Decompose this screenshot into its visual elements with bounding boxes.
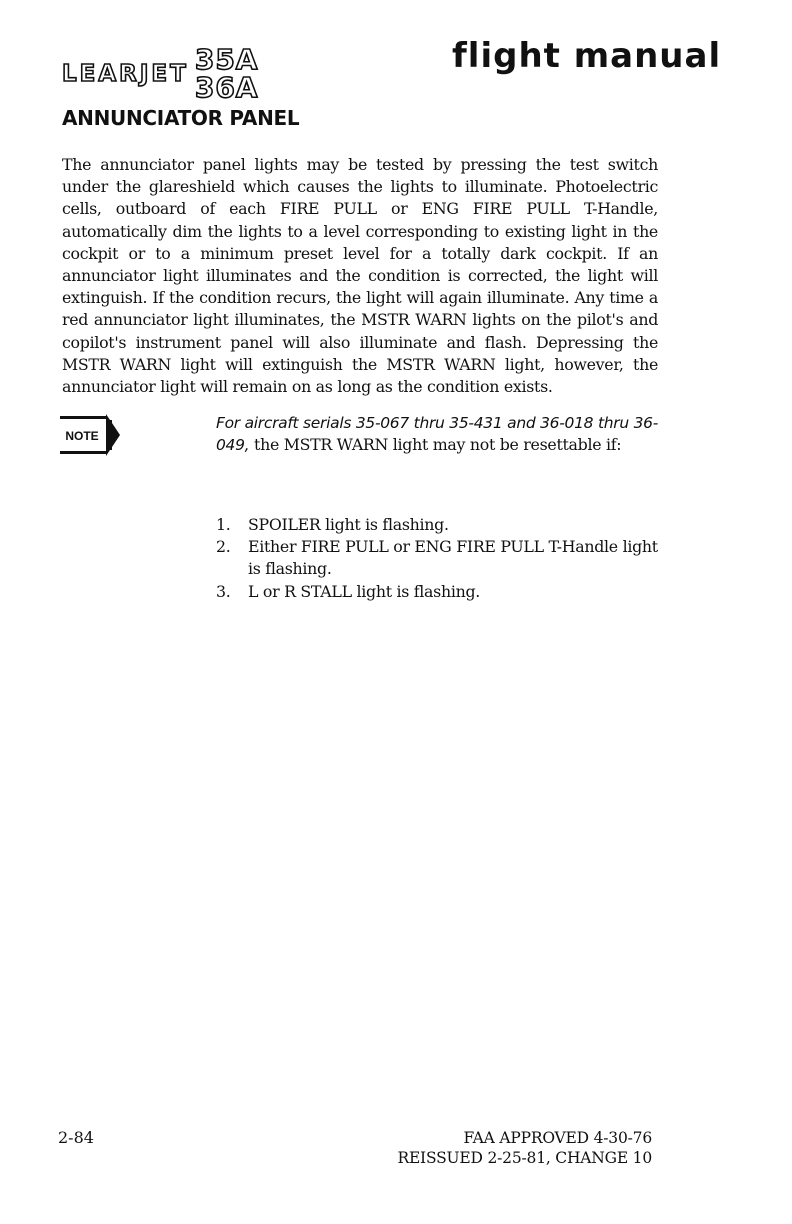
section-title: ANNUNCIATOR PANEL — [62, 106, 300, 130]
list-item — [216, 514, 662, 536]
list-item-text: Either FIRE PULL or ENG FIRE PULL T-Handle light is flashing. — [248, 537, 658, 579]
note-icon — [58, 412, 122, 458]
approval-block — [380, 1128, 652, 1168]
list-item-number: 3. — [216, 581, 231, 601]
approval-line-2: REISSUED 2-25-81, CHANGE 10 — [397, 1149, 652, 1167]
list-item-number: 2. — [216, 537, 231, 557]
note-body: the MSTR WARN light may not be resettable if: — [249, 435, 622, 455]
logo-models — [194, 43, 259, 104]
list-item — [216, 581, 662, 603]
logo-model-36a: 36A — [194, 71, 259, 104]
list-item-number: 1. — [216, 515, 231, 534]
body-paragraph: The annunciator panel lights may be tested by pressing the test switch under the glareshield which causes the lights to illuminate. Photoelectric cells, outboard of each FIRE PULL or ENG FIRE PULL T-Handle, automatically dim the lights to a level corresponding to existing light in the cockpit or to a minimum preset level for a totally dark cockpit. If an annunciator light illuminates and the condition is corrected, the light will extinguish. If the condition recurs, the light will again illuminate. Any time a red annunciator light illuminates, the MSTR WARN lights on the pilot's and copilot's instrument panel will also illuminate and flash. Depressing the MSTR WARN light will extinguish the MSTR WARN light, however, the annunciator light will remain on as long as the condition exists. — [62, 155, 658, 397]
learjet-logo — [62, 40, 258, 108]
manual-title: flight manual — [452, 36, 722, 76]
list-item-text: SPOILER light is flashing. — [248, 515, 449, 534]
page-number: 2-84 — [58, 1128, 94, 1147]
list-item — [216, 536, 662, 580]
note-serials: For aircraft serials 35-067 thru 35-431 and 36-018 thru 36-049, — [216, 414, 658, 455]
note-icon-label: NOTE — [65, 429, 99, 443]
list-item-text: L or R STALL light is flashing. — [248, 581, 481, 601]
note-list — [216, 514, 662, 603]
approval-line-1: FAA APPROVED 4-30-76 — [463, 1129, 652, 1147]
logo-word: LEARJET — [62, 61, 189, 87]
note-text — [216, 412, 658, 456]
logo-model-35a: 35A — [194, 43, 259, 76]
